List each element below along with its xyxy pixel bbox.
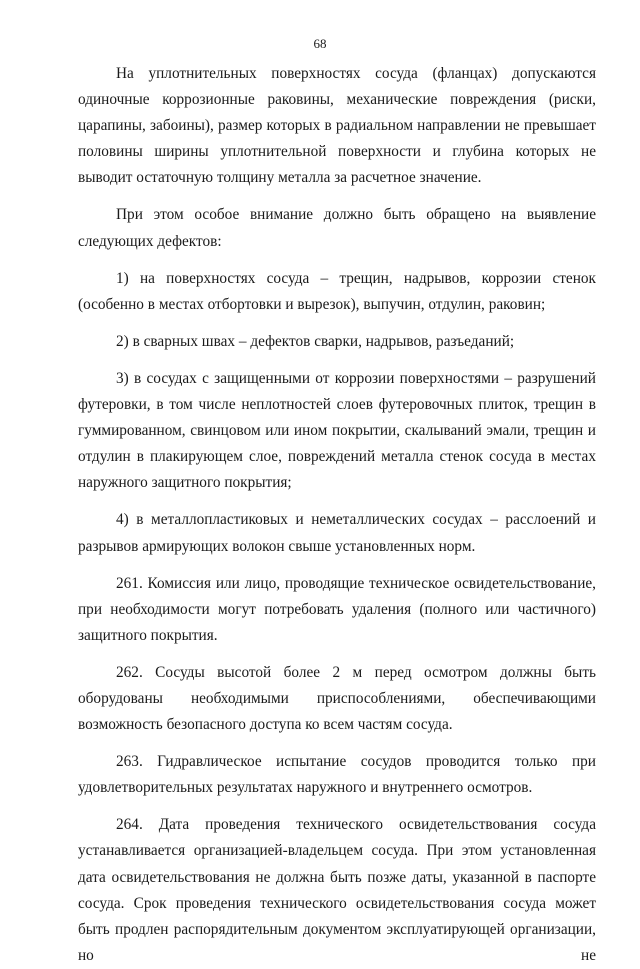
page-number: 68 <box>313 36 327 51</box>
paragraph-gap <box>78 191 596 202</box>
clause-262: 262. Сосуды высотой более 2 м перед осмотром должны быть оборудованы необходимыми приспособлениями, обеспечивающими возможность безопасного доступа ко всем частям сосуда. <box>78 663 596 734</box>
paragraph-gap <box>78 496 596 507</box>
clause-261: 261. Комиссия или лицо, проводящие техническое освидетельствование, при необходимости могут потребовать удаления (полного или частичного) защитного покрытия. <box>78 574 596 644</box>
paragraph-gap <box>78 255 596 266</box>
paragraph-gap <box>78 738 596 749</box>
paragraph-gap <box>78 355 596 366</box>
document-body <box>78 61 596 969</box>
list-item-3: 3) в сосудах с защищенными от коррозии поверхностями – разрушений футеровки, в том числе неплотностей слоев футеровочных плиток, трещин в гуммированном, свинцовом или ином покрытии, скалываний эмали, трещин и отдулин в плакирующем слое, повреждений металла стенок сосуда в местах наружного защитного покрытия; <box>78 369 596 492</box>
paragraph-gap <box>78 801 596 812</box>
paragraph-defects-intro: При этом особое внимание должно быть обращено на выявление следующих дефектов: <box>78 206 596 250</box>
clause-263: 263. Гидравлическое испытание сосудов проводится только при удовлетворительных результатах наружного и внутреннего осмотров. <box>78 753 596 797</box>
list-item-2: 2) в сварных швах – дефектов сварки, надрывов, разъеданий; <box>116 332 515 350</box>
clause-264: 264. Дата проведения технического освидетельствования сосуда устанавливается организацией-владельцем сосуда. При этом установленная дата освидетельствования не должна быть позже даты, указанной в паспорте сосуда. Срок проведения технического освидетельствования сосуда может быть продлен распорядительным документом эксплуатирующей организации, но не <box>78 816 596 964</box>
paragraph-sealing-surfaces: На уплотнительных поверхностях сосуда (фланцах) допускаются одиночные коррозионные раковины, механические повреждения (риски, царапины, забоины), размер которых в радиальном направлении не превышает половины ширины уплотнительной поверхности и глубина которых не выводит остаточную толщину металла за расчетное значение. <box>78 65 596 187</box>
list-item-1: 1) на поверхностях сосуда – трещин, надрывов, коррозии стенок (особенно в местах отбортовки и вырезок), выпучин, отдулин, раковин; <box>78 269 596 313</box>
paragraph-gap <box>78 649 596 660</box>
list-item-4: 4) в металлопластиковых и неметаллических сосудах – расслоений и разрывов армирующих волокон свыше установленных норм. <box>78 511 596 555</box>
paragraph-gap <box>78 560 596 571</box>
paragraph-gap <box>78 318 596 329</box>
